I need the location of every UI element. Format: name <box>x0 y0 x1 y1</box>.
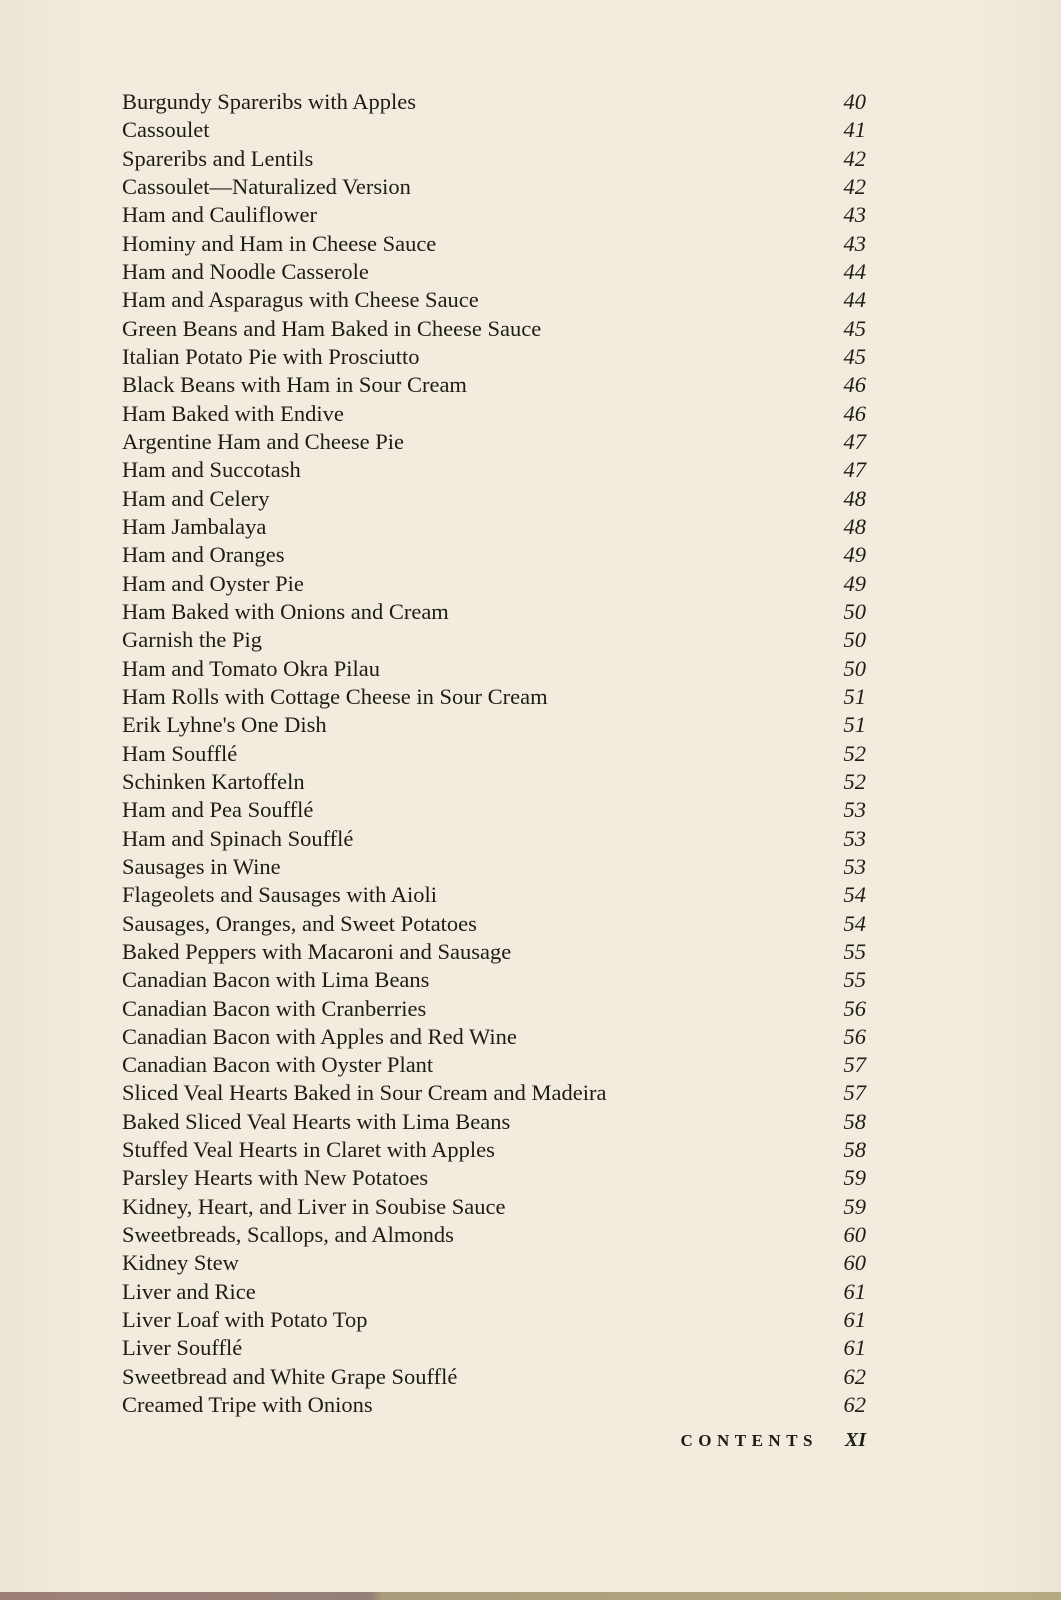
toc-entry <box>122 1023 866 1051</box>
toc-entry <box>122 995 866 1023</box>
toc-entry-page: 40 <box>843 89 866 114</box>
toc-entry <box>122 513 866 541</box>
toc-entry-page: 45 <box>843 315 866 341</box>
toc-entry-page: 62 <box>843 1392 866 1418</box>
toc-entry-title: Ham and Asparagus with Cheese Sauce <box>122 287 479 313</box>
toc-entry-title: Ham and Tomato Okra Pilau <box>122 655 380 681</box>
toc-entry-title: Canadian Bacon with Oyster Plant <box>122 1052 434 1078</box>
toc-entry-page: 44 <box>843 287 866 313</box>
toc-entry <box>122 711 866 739</box>
toc-entry-page: 47 <box>843 457 866 483</box>
toc-entry <box>122 1136 866 1164</box>
toc-entry-title: Flageolets and Sausages with Aioli <box>122 882 437 908</box>
toc-entry-page: 42 <box>843 173 866 199</box>
toc-entry <box>122 428 866 456</box>
toc-entry-page: 50 <box>843 598 866 624</box>
toc-entry-title: Green Beans and Ham Baked in Cheese Sauce <box>122 315 542 341</box>
toc-entry <box>122 1363 866 1391</box>
toc-entry-title: Stuffed Veal Hearts in Claret with Apples <box>122 1137 495 1163</box>
toc-entry-title: Canadian Bacon with Apples and Red Wine <box>122 1023 517 1049</box>
toc-entry <box>122 145 866 173</box>
toc-entry-title: Italian Potato Pie with Prosciutto <box>122 343 420 369</box>
toc-entry-page: 43 <box>843 230 866 256</box>
page-bottom-edge <box>0 1592 1061 1600</box>
toc-entry-title: Ham and Oyster Pie <box>122 570 304 596</box>
toc-entry-title: Cassoulet—Naturalized Version <box>122 173 411 199</box>
toc-entry-title: Argentine Ham and Cheese Pie <box>122 428 405 454</box>
toc-entry <box>122 1306 866 1334</box>
toc-entry-title: Liver Loaf with Potato Top <box>122 1307 368 1333</box>
toc-entry <box>122 938 866 966</box>
toc-entry <box>122 485 866 513</box>
toc-entry-page: 52 <box>843 768 866 794</box>
toc-entry-title: Cassoulet <box>122 117 210 143</box>
table-of-contents <box>122 88 866 1419</box>
toc-entry-page: 61 <box>843 1278 866 1304</box>
toc-entry-page: 55 <box>843 938 866 964</box>
toc-entry-title: Sausages, Oranges, and Sweet Potatoes <box>122 910 477 936</box>
toc-entry <box>122 371 866 399</box>
toc-entry-page: 55 <box>843 967 866 993</box>
toc-entry-title: Burgundy Spareribs with Apples <box>122 89 416 114</box>
toc-entry-page: 58 <box>843 1137 866 1163</box>
toc-entry-page: 50 <box>843 655 866 681</box>
toc-entry-page: 59 <box>843 1165 866 1191</box>
toc-entry-page: 48 <box>843 485 866 511</box>
toc-entry-page: 56 <box>843 1023 866 1049</box>
toc-entry-page: 44 <box>843 258 866 284</box>
toc-entry <box>122 400 866 428</box>
toc-entry <box>122 315 866 343</box>
toc-entry <box>122 768 866 796</box>
toc-entry <box>122 910 866 938</box>
toc-entry-title: Parsley Hearts with New Potatoes <box>122 1165 429 1191</box>
toc-entry-title: Ham Soufflé <box>122 740 238 766</box>
toc-entry-page: 53 <box>843 825 866 851</box>
toc-entry-page: 60 <box>843 1250 866 1276</box>
toc-entry-page: 42 <box>843 145 866 171</box>
footer-label: CONTENTS <box>680 1431 818 1450</box>
toc-entry-page: 46 <box>843 372 866 398</box>
toc-entry <box>122 796 866 824</box>
toc-entry-title: Creamed Tripe with Onions <box>122 1392 373 1418</box>
toc-entry-page: 49 <box>843 570 866 596</box>
toc-entry-page: 62 <box>843 1363 866 1389</box>
toc-entry <box>122 1391 866 1419</box>
toc-entry-page: 45 <box>843 343 866 369</box>
toc-entry-title: Sweetbread and White Grape Soufflé <box>122 1363 458 1389</box>
toc-entry <box>122 343 866 371</box>
toc-entry <box>122 541 866 569</box>
toc-entry-title: Liver and Rice <box>122 1278 256 1304</box>
toc-entry-page: 46 <box>843 400 866 426</box>
toc-entry-title: Kidney Stew <box>122 1250 239 1276</box>
toc-entry <box>122 1278 866 1306</box>
toc-entry-title: Baked Sliced Veal Hearts with Lima Beans <box>122 1108 511 1134</box>
toc-entry <box>122 655 866 683</box>
toc-entry-title: Hominy and Ham in Cheese Sauce <box>122 230 437 256</box>
toc-entry-title: Erik Lyhne's One Dish <box>122 712 327 738</box>
toc-entry-title: Ham and Pea Soufflé <box>122 797 314 823</box>
toc-entry-page: 61 <box>843 1307 866 1333</box>
toc-entry-title: Sweetbreads, Scallops, and Almonds <box>122 1222 454 1248</box>
toc-entry-title: Liver Soufflé <box>122 1335 243 1361</box>
toc-entry-title: Ham Baked with Onions and Cream <box>122 598 449 624</box>
toc-entry-page: 51 <box>843 683 866 709</box>
toc-entry <box>122 966 866 994</box>
toc-entry <box>122 626 866 654</box>
toc-entry <box>122 1193 866 1221</box>
toc-entry-title: Ham and Succotash <box>122 457 301 483</box>
toc-entry <box>122 173 866 201</box>
toc-entry <box>122 286 866 314</box>
toc-entry-page: 43 <box>843 202 866 228</box>
toc-entry <box>122 740 866 768</box>
toc-entry-title: Kidney, Heart, and Liver in Soubise Sauce <box>122 1193 506 1219</box>
toc-entry-page: 41 <box>843 117 866 143</box>
toc-entry <box>122 881 866 909</box>
toc-entry-page: 47 <box>843 428 866 454</box>
toc-entry <box>122 1334 866 1362</box>
toc-entry-title: Ham Rolls with Cottage Cheese in Sour Cream <box>122 683 548 709</box>
toc-entry-title: Garnish the Pig <box>122 627 262 653</box>
toc-entry-title: Ham and Cauliflower <box>122 202 317 228</box>
toc-entry <box>122 683 866 711</box>
toc-entry-title: Ham and Spinach Soufflé <box>122 825 354 851</box>
toc-entry-title: Schinken Kartoffeln <box>122 768 305 794</box>
toc-entry-title: Sliced Veal Hearts Baked in Sour Cream and Madeira <box>122 1080 607 1106</box>
running-footer <box>600 1431 866 1461</box>
toc-entry-page: 49 <box>843 542 866 568</box>
toc-entry <box>122 825 866 853</box>
toc-entry-page: 54 <box>843 910 866 936</box>
toc-entry-page: 59 <box>843 1193 866 1219</box>
toc-entry <box>122 88 866 116</box>
toc-entry <box>122 853 866 881</box>
toc-entry <box>122 116 866 144</box>
toc-entry-title: Canadian Bacon with Cranberries <box>122 995 427 1021</box>
toc-entry <box>122 1249 866 1277</box>
toc-entry-title: Spareribs and Lentils <box>122 145 314 171</box>
toc-entry <box>122 230 866 258</box>
footer-page-number: XI <box>844 1429 866 1451</box>
toc-entry-page: 57 <box>843 1052 866 1078</box>
toc-entry <box>122 258 866 286</box>
toc-entry-title: Ham and Noodle Casserole <box>122 258 369 284</box>
toc-entry-page: 48 <box>843 513 866 539</box>
toc-entry <box>122 1221 866 1249</box>
toc-entry <box>122 1079 866 1107</box>
toc-entry-page: 57 <box>843 1080 866 1106</box>
toc-entry-title: Black Beans with Ham in Sour Cream <box>122 372 467 398</box>
toc-entry-page: 51 <box>843 712 866 738</box>
toc-entry-page: 53 <box>843 853 866 879</box>
toc-entry-title: Canadian Bacon with Lima Beans <box>122 967 430 993</box>
toc-entry-page: 53 <box>843 797 866 823</box>
toc-entry <box>122 598 866 626</box>
toc-entry-page: 56 <box>843 995 866 1021</box>
toc-entry-page: 50 <box>843 627 866 653</box>
toc-entry-page: 61 <box>843 1335 866 1361</box>
toc-entry-title: Sausages in Wine <box>122 853 281 879</box>
toc-entry-page: 60 <box>843 1222 866 1248</box>
toc-entry <box>122 1051 866 1079</box>
toc-entry-title: Ham and Oranges <box>122 542 285 568</box>
toc-entry <box>122 456 866 484</box>
toc-entry <box>122 1164 866 1192</box>
toc-entry-title: Ham Baked with Endive <box>122 400 344 426</box>
toc-entry <box>122 570 866 598</box>
toc-entry-title: Ham Jambalaya <box>122 513 267 539</box>
toc-entry-page: 52 <box>843 740 866 766</box>
toc-entry <box>122 201 866 229</box>
toc-entry <box>122 1108 866 1136</box>
toc-entry-title: Baked Peppers with Macaroni and Sausage <box>122 938 512 964</box>
toc-entry-page: 54 <box>843 882 866 908</box>
toc-entry-title: Ham and Celery <box>122 485 270 511</box>
toc-entry-page: 58 <box>843 1108 866 1134</box>
